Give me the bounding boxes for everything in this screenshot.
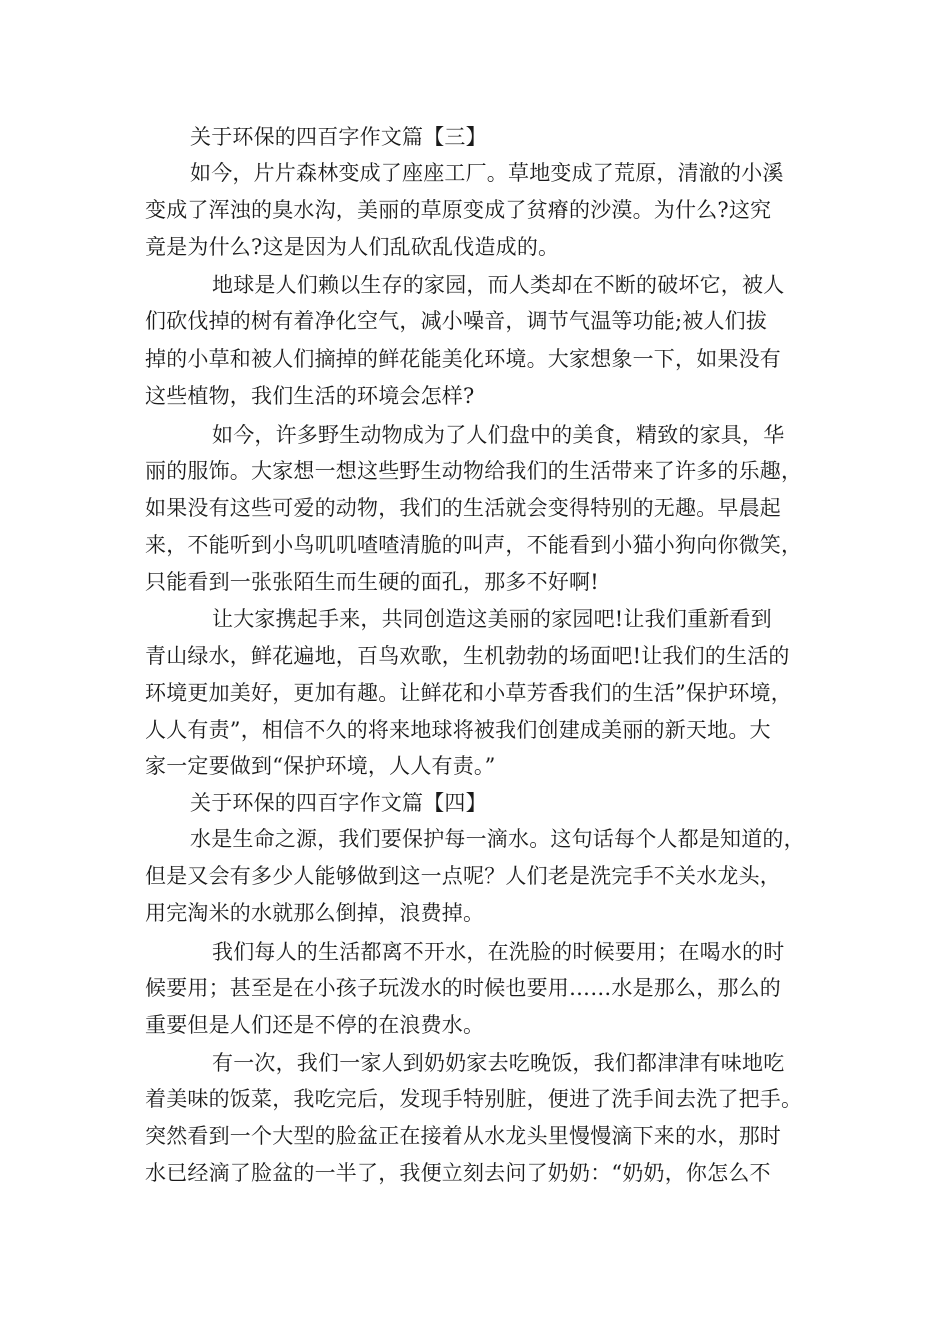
text-line: 我们每人的生活都离不开水，在洗脸的时候要用；在喝水的时 [212, 940, 785, 964]
text-line: 变成了浑浊的臭水沟，美丽的草原变成了贫瘠的沙漠。为什么?这究 [145, 198, 772, 222]
text-line: 突然看到一个大型的脸盆正在接着从水龙头里慢慢滴下来的水，那时 [145, 1124, 781, 1148]
text-line: 青山绿水，鲜花遍地，百鸟欢歌，生机勃勃的场面吧!让我们的生活的 [145, 644, 790, 668]
text-line: 如今，片片森林变成了座座工厂。草地变成了荒原，清澈的小溪 [190, 161, 784, 185]
text-line: 有一次，我们一家人到奶奶家去吃晚饭，我们都津津有味地吃 [212, 1051, 785, 1075]
section-heading: 关于环保的四百字作文篇【三】 [190, 125, 487, 149]
text-line: 地球是人们赖以生存的家园，而人类却在不断的破坏它，被人 [212, 273, 785, 297]
text-line: 掉的小草和被人们摘掉的鲜花能美化环境。大家想象一下，如果没有 [145, 347, 781, 371]
text-line: 用完淘米的水就那么倒掉，浪费掉。 [145, 901, 485, 925]
text-line: 重要但是人们还是不停的在浪费水。 [145, 1013, 485, 1037]
text-line: 丽的服饰。大家想一想这些野生动物给我们的生活带来了许多的乐趣， [145, 459, 803, 483]
text-line: 如果没有这些可爱的动物，我们的生活就会变得特别的无趣。早晨起 [145, 496, 781, 520]
text-line: 家一定要做到“保护环境，人人有责。” [145, 754, 496, 778]
text-line: 水是生命之源，我们要保护每一滴水。这句话每个人都是知道的， [190, 827, 805, 851]
text-line: 候要用；甚至是在小孩子玩泼水的时候也要用……水是那么，那么的 [145, 976, 781, 1000]
text-line: 这些植物，我们生活的环境会怎样? [145, 384, 475, 408]
section-heading: 关于环保的四百字作文篇【四】 [190, 791, 487, 815]
text-line: 水已经滴了脸盆的一半了，我便立刻去问了奶奶：“奶奶，你怎么不 [145, 1161, 771, 1185]
text-line: 着美味的饭菜，我吃完后，发现手特别脏，便进了洗手间去洗了把手。 [145, 1087, 803, 1111]
text-line: 只能看到一张张陌生而生硬的面孔，那多不好啊! [145, 570, 599, 594]
text-line: 人人有责”，相信不久的将来地球将被我们创建成美丽的新天地。大 [145, 718, 771, 742]
text-line: 但是又会有多少人能够做到这一点呢？人们老是洗完手不关水龙头， [145, 864, 781, 888]
text-line: 来，不能听到小鸟叽叽喳喳清脆的叫声，不能看到小猫小狗向你微笑， [145, 533, 803, 557]
text-line: 让大家携起手来，共同创造这美丽的家园吧!让我们重新看到 [212, 607, 772, 631]
text-line: 竟是为什么?这是因为人们乱砍乱伐造成的。 [145, 235, 560, 259]
text-line: 们砍伐掉的树有着净化空气，减小噪音，调节气温等功能;被人们拔 [145, 309, 768, 333]
text-line: 环境更加美好，更加有趣。让鲜花和小草芳香我们的生活”保护环境， [145, 681, 792, 705]
text-line: 如今，许多野生动物成为了人们盘中的美食，精致的家具，华 [212, 423, 785, 447]
